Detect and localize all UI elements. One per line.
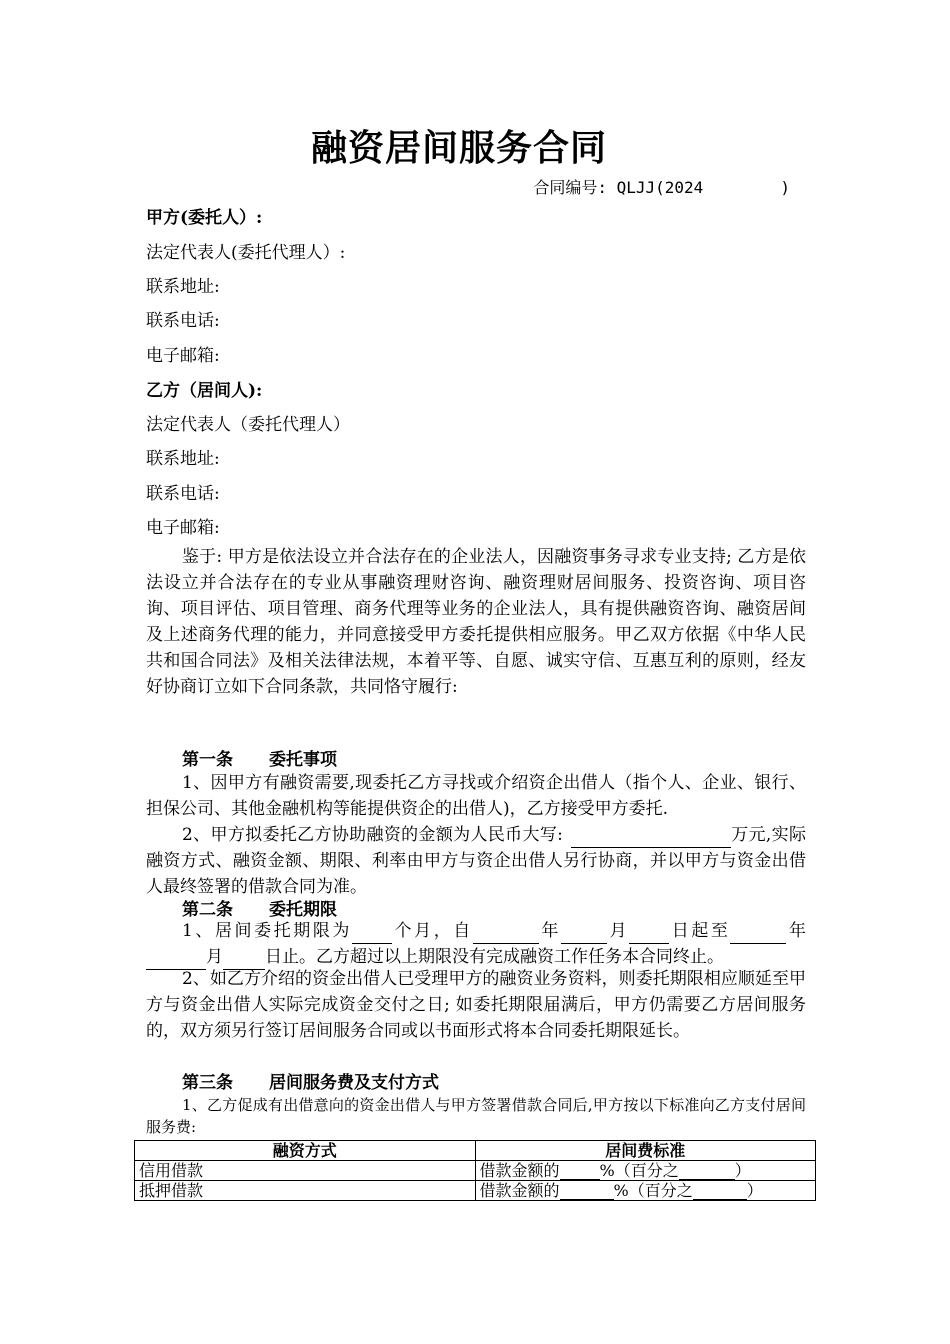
term-end-text: 日止。乙方超过以上期限没有完成融资工作任务本合同终止。 [265, 947, 724, 967]
percent-words-blank[interactable] [693, 1184, 747, 1200]
party-a-heading: 甲方(委托人）: [146, 208, 263, 228]
article-3-number: 第三条 [182, 1073, 233, 1093]
article-2-clause-1 [146, 918, 806, 970]
article-1-title: 委托事项 [269, 750, 337, 770]
end-month-label: 月 [206, 947, 223, 967]
contract-number: 合同编号: QLJJ(2024 ) [533, 178, 790, 197]
fee-standard-cell [475, 1161, 816, 1181]
party-a-email: 电子邮箱: [146, 346, 220, 366]
end-year-label: 年 [786, 921, 807, 941]
fee-standard-cell [475, 1181, 816, 1201]
table-row [135, 1161, 816, 1181]
end-year-blank[interactable] [730, 925, 786, 944]
rate-middle: %（百分之 [613, 1181, 693, 1200]
percent-blank[interactable] [560, 1184, 614, 1200]
party-b-heading: 乙方（居间人): [146, 381, 263, 401]
fee-table-header [135, 1141, 816, 1161]
article-3-clause-1: 1、乙方促成有出借意向的资金出借人与甲方签署借款合同后,甲方按以下标准向乙方支付居间服务费: [146, 1096, 806, 1136]
amount-blank[interactable] [571, 829, 731, 848]
document-title: 融资居间服务合同 [310, 127, 607, 169]
article-1-clause-1: 1、因甲方有融资需要,现委托乙方寻找或介绍资企出借人（指个人、企业、银行、担保公司、其他金融机构等能提供资企的出借人)，乙方接受甲方委托. [146, 773, 806, 819]
start-day-blank[interactable] [629, 925, 669, 944]
year-label: 年 [538, 921, 562, 941]
party-b-address: 联系地址: [146, 449, 220, 469]
header-financing-method: 融资方式 [135, 1141, 476, 1161]
article-1-heading [182, 745, 337, 770]
party-b-phone: 联系电话: [146, 484, 220, 504]
month-label: 月 [607, 921, 630, 941]
article-1-number: 第一条 [182, 750, 233, 770]
rate-middle: %（百分之 [599, 1161, 679, 1180]
financing-type-cell: 信用借款 [135, 1161, 476, 1181]
article-2-clause-2: 2、如乙方介绍的资金出借人已受理甲方的融资业务资料，则委托期限相应顺延至甲方与资金出借人实际完成资金交付之日; 如委托期限届满后，甲方仍需要乙方居间服务的，双方须另行签订居间服务合同或以书面形式将本合同委托期限延长。 [146, 969, 806, 1041]
table-row [135, 1181, 816, 1201]
article-2-title: 委托期限 [269, 900, 337, 920]
clause-2-lead: 2、甲方拟委托乙方协助融资的金额为人民币大写: [182, 825, 563, 845]
months-blank[interactable] [352, 925, 392, 944]
preamble-paragraph: 鉴于: 甲方是依法设立并合法存在的企业法人，因融资事务寻求专业支持; 乙方是依法设立并合法存在的专业从事融资理财咨询、融资理财居间服务、投资咨询、项目咨询、项目评估、项目管理、商务代理等业务的企业法人，具有提供融资咨询、融资居间及上述商务代理的能力，并同意接受甲方委托提供相应服务。甲乙双方依据《中华人民共和国合同法》及相关法律法规，本着平等、自愿、诚实守信、互惠互利的原则，经友好协商订立如下合同条款，共同恪守履行: [146, 547, 806, 697]
rate-suffix: ） [734, 1161, 751, 1180]
party-a-representative: 法定代表人(委托代理人）: [146, 243, 346, 263]
article-2-number: 第二条 [182, 900, 233, 920]
start-year-blank[interactable] [473, 925, 539, 944]
article-3-title: 居间服务费及支付方式 [269, 1073, 439, 1093]
financing-type-cell: 抵押借款 [135, 1181, 476, 1201]
header-fee-standard: 居间费标准 [475, 1141, 816, 1161]
percent-words-blank[interactable] [679, 1164, 735, 1180]
rate-prefix: 借款金额的 [479, 1181, 560, 1200]
clause-2-tail: 万元,实际融资方式、融资金额、期限、利率由甲方与资企出借人另行协商，并以甲方与资金出借人最终签署的借款合同为准。 [146, 825, 807, 897]
party-b-email: 电子邮箱: [146, 518, 220, 538]
start-month-blank[interactable] [561, 925, 607, 944]
party-a-address: 联系地址: [146, 277, 220, 297]
rate-suffix: ） [746, 1181, 763, 1200]
percent-blank[interactable] [560, 1164, 600, 1180]
article-2-heading [182, 895, 337, 920]
term-lead: 1、居间委托期限为 [182, 921, 352, 941]
article-3-heading [182, 1068, 439, 1093]
term-from: 个月，自 [391, 921, 473, 941]
rate-prefix: 借款金额的 [479, 1161, 560, 1180]
fee-table [134, 1140, 816, 1201]
party-a-phone: 联系电话: [146, 311, 220, 331]
day-until-label: 日起至 [669, 921, 731, 941]
article-1-clause-2 [146, 822, 806, 900]
party-b-representative: 法定代表人（委托代理人） [146, 415, 350, 435]
